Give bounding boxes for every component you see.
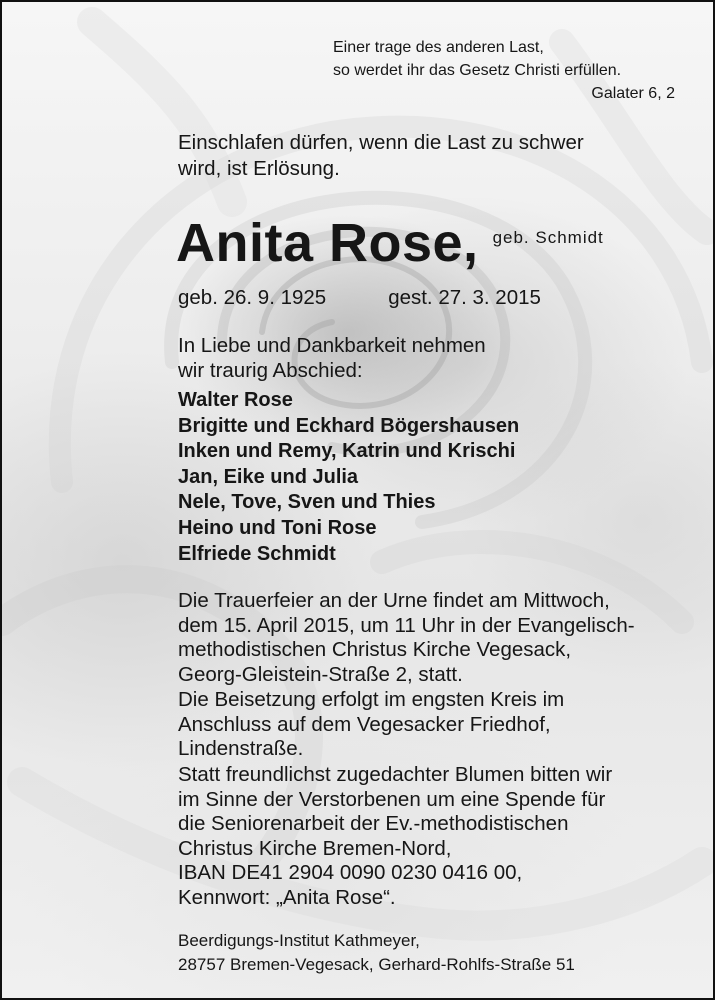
deceased-name-line [176,212,604,274]
intro-line-1: In Liebe und Dankbarkeit nehmen [178,334,486,357]
motto-line-1: Einschlafen dürfen, wenn die Last zu schwer [178,131,584,154]
motto-line-2: wird, ist Erlösung. [178,157,340,180]
burial-line: Lindenstraße. [178,737,304,761]
ceremony-paragraph [178,589,678,687]
donation-line: Statt freundlichst zugedachter Blumen bitten wir [178,763,613,786]
mourner-item: Heino und Toni Rose [178,516,377,539]
ceremony-line: Georg-Gleistein-Straße 2, statt. [178,662,463,686]
donation-line: IBAN DE41 2904 0090 0230 0416 00, [178,861,523,885]
verse-line-2: so werdet ihr das Gesetz Christi erfüllen. [333,62,622,79]
donation-line: im Sinne der Verstorbenen um eine Spende für [178,787,606,811]
verse-reference: Galater 6, 2 [591,85,675,102]
maiden-name: geb. Schmidt [492,228,604,247]
funeral-home-address: 28757 Bremen-Vegesack, Gerhard-Rohlfs-Straße 51 [178,955,575,974]
mourner-item: Nele, Tove, Sven und Thies [178,491,436,514]
donation-line: die Seniorenarbeit der Ev.-methodistischen [178,812,569,836]
deceased-name: Anita Rose, [176,213,479,273]
mourner-item: Elfriede Schmidt [178,542,336,565]
ceremony-line: Die Trauerfeier an der Urne findet am Mittwoch, [178,589,610,612]
motto [178,130,648,182]
burial-paragraph [178,688,678,762]
funeral-home-name: Beerdigungs-Institut Kathmeyer, [178,931,420,950]
funeral-home [178,929,698,977]
intro-line-2: wir traurig Abschied: [178,359,363,382]
burial-line: Die Beisetzung erfolgt im engsten Kreis im [178,688,565,711]
birth-date: geb. 26. 9. 1925 [178,286,327,309]
ceremony-line: methodistischen Christus Kirche Vegesack, [178,638,572,662]
donation-paragraph [178,763,678,911]
bible-verse [255,36,675,105]
verse-line-1: Einer trage des anderen Last, [333,39,544,56]
mourner-item: Jan, Eike und Julia [178,465,359,488]
mourner-item: Brigitte und Eckhard Bögershausen [178,414,520,437]
life-dates [178,286,541,310]
death-date: gest. 27. 3. 2015 [388,286,541,309]
ceremony-line: dem 15. April 2015, um 11 Uhr in der Evangelisch- [178,613,635,637]
mourner-item: Walter Rose [178,389,293,411]
mourner-item: Inken und Remy, Katrin und Krischi [178,440,516,463]
donation-line: Kennwort: „Anita Rose“. [178,885,396,909]
donation-line: Christus Kirche Bremen-Nord, [178,836,452,860]
mourners-list [178,388,519,567]
farewell-intro [178,333,578,383]
burial-line: Anschluss auf dem Vegesacker Friedhof, [178,712,551,736]
